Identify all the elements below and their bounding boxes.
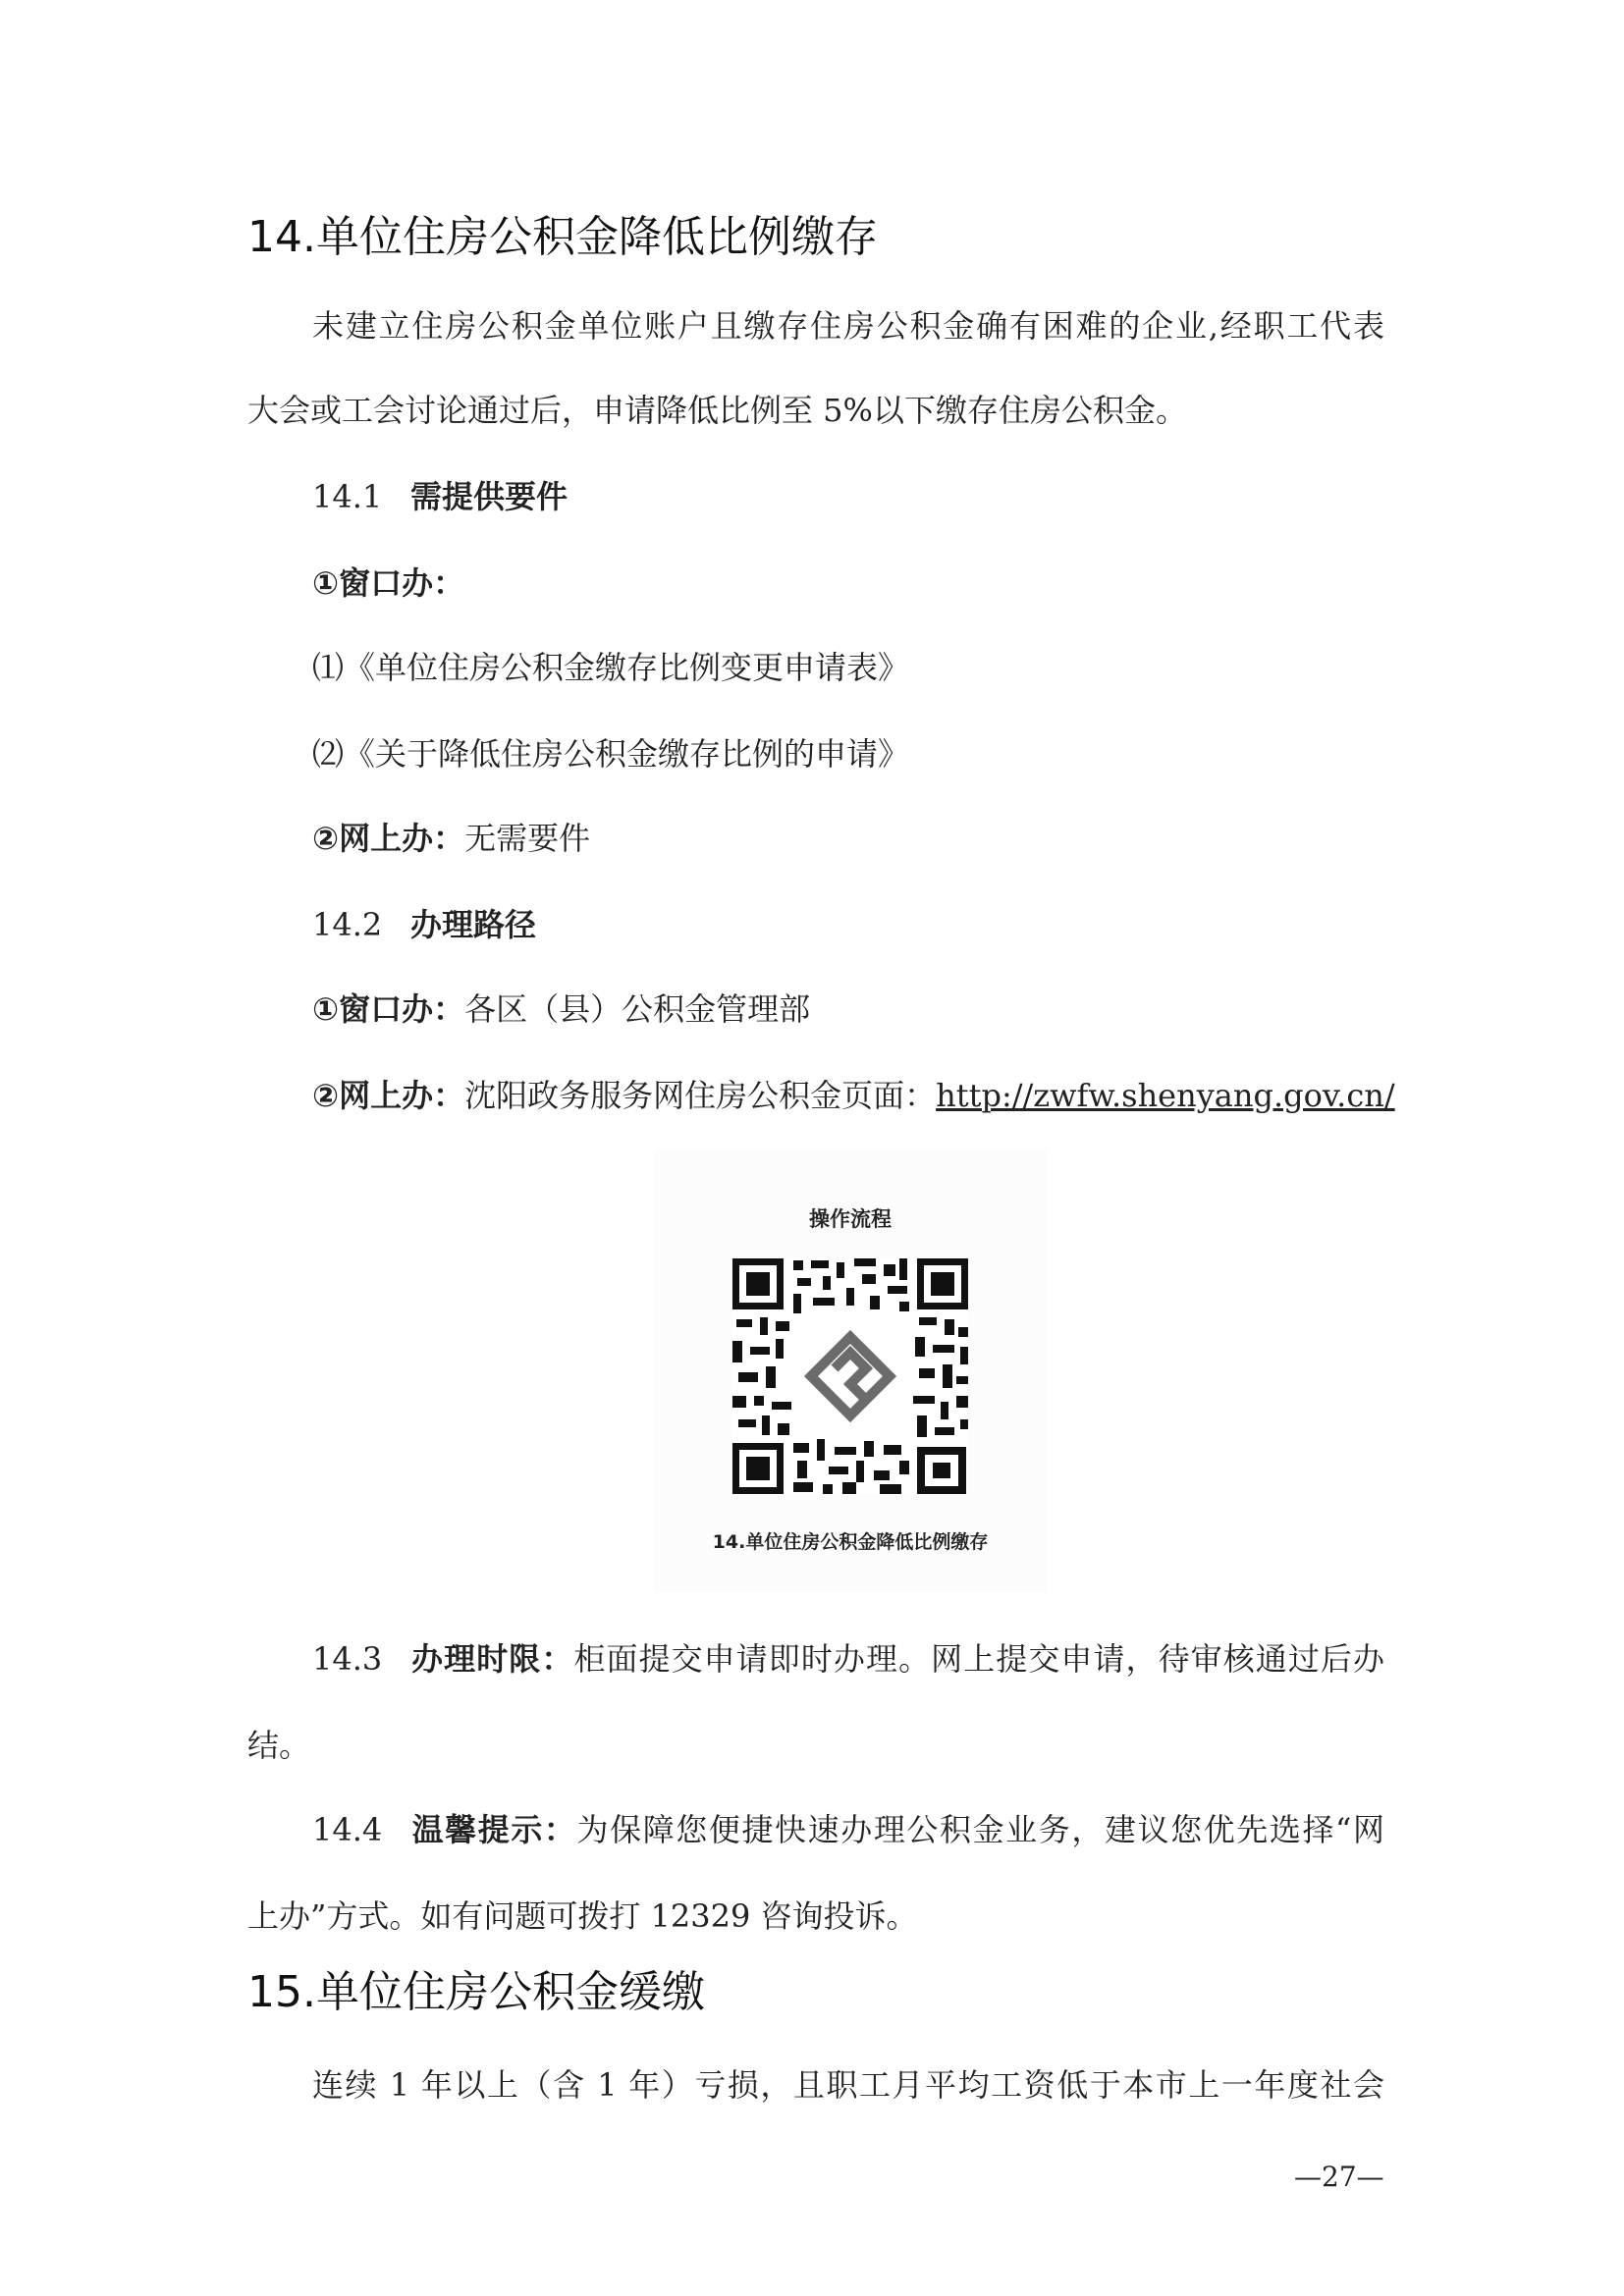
- qr-caption: 14.单位住房公积金降低比例缴存: [712, 1531, 989, 1553]
- qr-code-image[interactable]: [732, 1258, 968, 1494]
- document-item-2: ⑵《关于降低住房公积金缴存比例的申请》: [312, 735, 910, 773]
- subsection-text: 为保障您便捷快速办理公积金业务，建议您优先选择“网: [576, 1811, 1384, 1848]
- online-route-value: 沈阳政务服务网住房公积金页面：: [464, 1077, 937, 1114]
- subsection-number: 14.2: [312, 906, 383, 943]
- qr-title: 操作流程: [809, 1207, 892, 1231]
- window-route: [312, 989, 810, 1029]
- subsection-number: 14.1: [312, 478, 383, 515]
- online-route: [312, 1076, 1395, 1115]
- intro-line-2: 大会或工会讨论通过后，申请降低比例至 5%以下缴存住房公积金。: [247, 392, 1187, 429]
- subsection-14-3: [312, 1639, 1384, 1679]
- online-value: 无需要件: [464, 820, 591, 857]
- subsection-14-2: [312, 905, 536, 944]
- section-15-title: 15.单位住房公积金缓缴: [247, 1967, 705, 2017]
- window-label: ①窗口办：: [312, 564, 465, 602]
- window-route-label: ①窗口办：: [312, 990, 465, 1028]
- subsection-label: 温馨提示：: [410, 1811, 577, 1848]
- online-requirements: [312, 819, 590, 858]
- subsection-label: 办理时限：: [410, 1640, 574, 1678]
- subsection-heading: 需提供要件: [410, 478, 568, 515]
- qr-code-card: [654, 1150, 1047, 1592]
- shenyang-gov-link[interactable]: http://zwfw.shenyang.gov.cn/: [936, 1077, 1395, 1114]
- section-15-text-line-1: 连续 1 年以上（含 1 年）亏损，且职工月平均工资低于本市上一年度社会: [312, 2066, 1384, 2104]
- subsection-text: 柜面提交申请即时办理。网上提交申请，待审核通过后办: [573, 1640, 1384, 1678]
- subsection-heading: 办理路径: [410, 906, 537, 943]
- document-item-1: ⑴《单位住房公积金缴存比例变更申请表》: [312, 649, 910, 686]
- subsection-14-1: [312, 477, 568, 516]
- page-number: —27—: [1294, 2161, 1384, 2193]
- online-route-label: ②网上办：: [312, 1077, 465, 1114]
- subsection-14-4: [312, 1810, 1384, 1849]
- subsection-14-3-continued: 结。: [247, 1727, 311, 1764]
- section-14-title: 14.单位住房公积金降低比例缴存: [247, 212, 878, 262]
- window-route-value: 各区（县）公积金管理部: [464, 990, 811, 1028]
- subsection-number: 14.3: [312, 1640, 383, 1678]
- online-label: ②网上办：: [312, 820, 465, 857]
- intro-line-1: 未建立住房公积金单位账户且缴存住房公积金确有困难的企业,经职工代表: [312, 307, 1384, 345]
- subsection-14-4-continued: 上办”方式。如有问题可拨打 12329 咨询投诉。: [247, 1897, 918, 1935]
- subsection-number: 14.4: [312, 1811, 383, 1848]
